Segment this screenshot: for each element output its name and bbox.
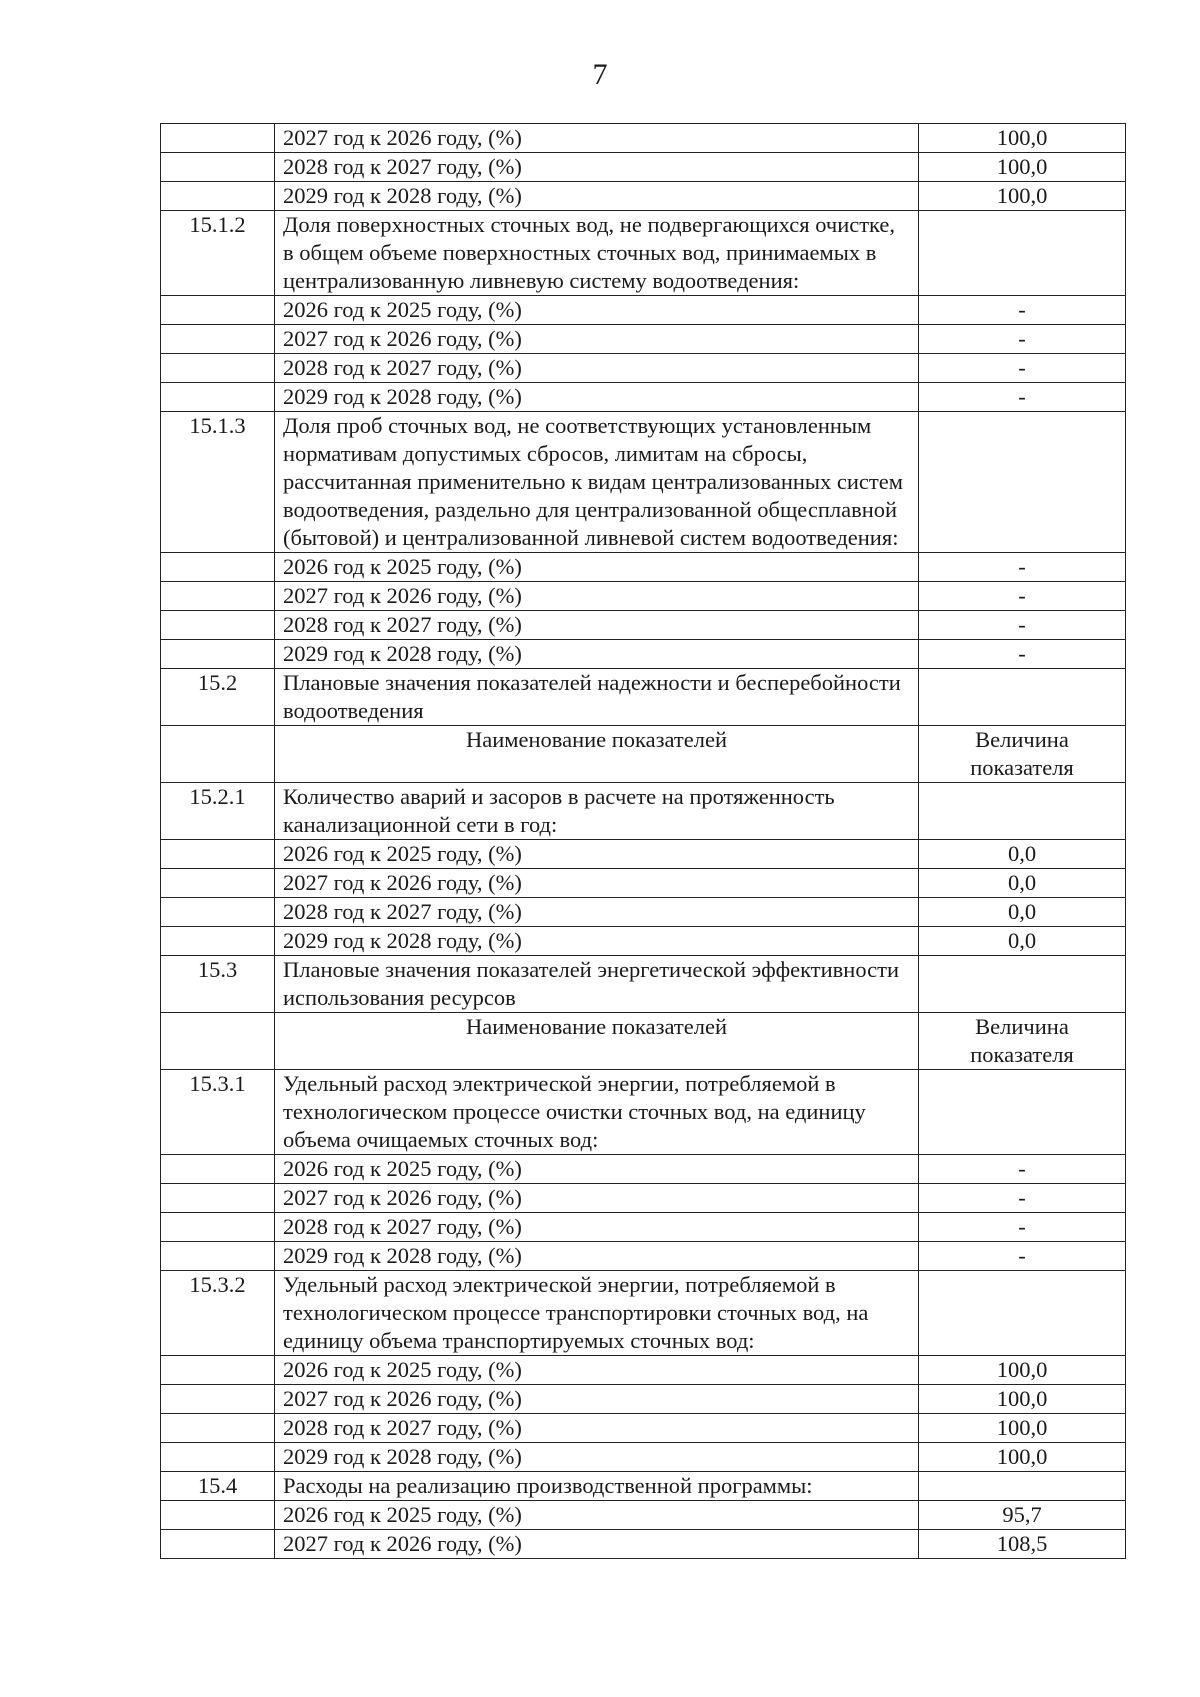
- indicator-label-cell: 2029 год к 2028 году, (%): [275, 1242, 919, 1271]
- section-row: [161, 412, 1126, 553]
- item-number-cell: 15.1.3: [161, 412, 275, 553]
- indicator-label-cell: Доля проб сточных вод, не соответствующих установленным нормативам допустимых сбросов, лимитам на сбросы, рассчитанная применительно к видам централизованных систем водоотведения, раздельно для централизованной общесплавной (бытовой) и централизованной ливневой систем водоотведения:: [275, 412, 919, 553]
- indicator-value-cell: -: [919, 1184, 1126, 1213]
- indicator-value-header: Величина показателя: [919, 726, 1126, 783]
- item-number-cell: [161, 1242, 275, 1271]
- indicator-value-cell: 100,0: [919, 1356, 1126, 1385]
- year-row: [161, 1385, 1126, 1414]
- indicator-label-cell: Расходы на реализацию производственной программы:: [275, 1472, 919, 1501]
- indicator-label-cell: 2026 год к 2025 году, (%): [275, 1501, 919, 1530]
- section-row: [161, 1271, 1126, 1356]
- item-number-cell: [161, 383, 275, 412]
- indicator-value-cell: [919, 1070, 1126, 1155]
- item-number-cell: [161, 325, 275, 354]
- indicator-value-cell: [919, 1271, 1126, 1356]
- item-number-cell: 15.2.1: [161, 783, 275, 840]
- indicator-value-cell: -: [919, 296, 1126, 325]
- indicator-value-cell: -: [919, 553, 1126, 582]
- indicator-name-header: Наименование показателей: [275, 726, 919, 783]
- year-row: [161, 153, 1126, 182]
- indicator-label-cell: 2027 год к 2026 году, (%): [275, 1530, 919, 1559]
- year-row: [161, 640, 1126, 669]
- indicator-label-cell: Количество аварий и засоров в расчете на протяженность канализационной сети в год:: [275, 783, 919, 840]
- item-number-cell: [161, 582, 275, 611]
- indicator-value-cell: 100,0: [919, 1414, 1126, 1443]
- indicator-label-cell: 2028 год к 2027 году, (%): [275, 898, 919, 927]
- indicator-value-cell: -: [919, 582, 1126, 611]
- item-number-cell: [161, 1013, 275, 1070]
- item-number-cell: 15.3.2: [161, 1271, 275, 1356]
- indicator-label-cell: 2028 год к 2027 году, (%): [275, 153, 919, 182]
- indicator-label-cell: 2026 год к 2025 году, (%): [275, 1356, 919, 1385]
- indicator-label-cell: 2026 год к 2025 году, (%): [275, 553, 919, 582]
- indicator-label-cell: 2026 год к 2025 году, (%): [275, 296, 919, 325]
- indicator-value-header: Величина показателя: [919, 1013, 1126, 1070]
- item-number-cell: [161, 1414, 275, 1443]
- indicator-label-cell: 2027 год к 2026 году, (%): [275, 869, 919, 898]
- item-number-cell: [161, 1530, 275, 1559]
- item-number-cell: [161, 1501, 275, 1530]
- year-row: [161, 869, 1126, 898]
- indicator-label-cell: 2029 год к 2028 году, (%): [275, 383, 919, 412]
- indicator-value-cell: 100,0: [919, 182, 1126, 211]
- indicator-label-cell: 2027 год к 2026 году, (%): [275, 1184, 919, 1213]
- year-row: [161, 124, 1126, 153]
- item-number-cell: [161, 1184, 275, 1213]
- indicator-label-cell: Плановые значения показателей энергетической эффективности использования ресурсов: [275, 956, 919, 1013]
- indicator-value-cell: [919, 669, 1126, 726]
- year-row: [161, 383, 1126, 412]
- indicator-value-cell: [919, 412, 1126, 553]
- section-row: [161, 956, 1126, 1013]
- indicator-value-cell: -: [919, 1213, 1126, 1242]
- indicator-value-cell: -: [919, 354, 1126, 383]
- indicator-value-cell: 0,0: [919, 898, 1126, 927]
- year-row: [161, 553, 1126, 582]
- indicator-value-cell: 100,0: [919, 124, 1126, 153]
- indicator-value-cell: [919, 211, 1126, 296]
- item-number-cell: [161, 124, 275, 153]
- section-row: [161, 783, 1126, 840]
- indicator-value-cell: -: [919, 325, 1126, 354]
- indicators-table: [160, 123, 1126, 1559]
- indicator-label-cell: Плановые значения показателей надежности и бесперебойности водоотведения: [275, 669, 919, 726]
- item-number-cell: [161, 1385, 275, 1414]
- indicator-label-cell: 2029 год к 2028 году, (%): [275, 640, 919, 669]
- item-number-cell: [161, 1155, 275, 1184]
- section-row: [161, 1472, 1126, 1501]
- year-row: [161, 1213, 1126, 1242]
- item-number-cell: [161, 927, 275, 956]
- item-number-cell: [161, 153, 275, 182]
- item-number-cell: [161, 182, 275, 211]
- item-number-cell: [161, 354, 275, 383]
- indicator-value-cell: -: [919, 383, 1126, 412]
- indicator-value-cell: -: [919, 1155, 1126, 1184]
- year-row: [161, 354, 1126, 383]
- year-row: [161, 1443, 1126, 1472]
- indicator-label-cell: 2027 год к 2026 году, (%): [275, 124, 919, 153]
- item-number-cell: [161, 1356, 275, 1385]
- indicator-label-cell: 2028 год к 2027 году, (%): [275, 611, 919, 640]
- indicator-label-cell: 2028 год к 2027 году, (%): [275, 1414, 919, 1443]
- indicator-name-header: Наименование показателей: [275, 1013, 919, 1070]
- item-number-cell: [161, 640, 275, 669]
- year-row: [161, 1530, 1126, 1559]
- table-body: [161, 124, 1126, 1559]
- indicator-label-cell: 2029 год к 2028 году, (%): [275, 927, 919, 956]
- indicator-value-cell: 0,0: [919, 840, 1126, 869]
- year-row: [161, 182, 1126, 211]
- indicator-value-cell: [919, 783, 1126, 840]
- indicator-value-cell: 100,0: [919, 1443, 1126, 1472]
- item-number-cell: [161, 726, 275, 783]
- year-row: [161, 611, 1126, 640]
- indicator-value-cell: 0,0: [919, 927, 1126, 956]
- item-number-cell: 15.3: [161, 956, 275, 1013]
- indicator-value-cell: 108,5: [919, 1530, 1126, 1559]
- item-number-cell: [161, 840, 275, 869]
- indicator-label-cell: 2026 год к 2025 году, (%): [275, 840, 919, 869]
- indicator-value-cell: 100,0: [919, 1385, 1126, 1414]
- item-number-cell: [161, 1213, 275, 1242]
- year-row: [161, 296, 1126, 325]
- indicator-label-cell: Удельный расход электрической энергии, потребляемой в технологическом процессе очистки сточных вод, на единицу объема очищаемых сточных вод:: [275, 1070, 919, 1155]
- indicator-label-cell: 2028 год к 2027 году, (%): [275, 354, 919, 383]
- indicator-value-cell: 0,0: [919, 869, 1126, 898]
- item-number-cell: 15.2: [161, 669, 275, 726]
- year-row: [161, 582, 1126, 611]
- year-row: [161, 1242, 1126, 1271]
- year-row: [161, 325, 1126, 354]
- item-number-cell: [161, 898, 275, 927]
- indicator-label-cell: 2026 год к 2025 году, (%): [275, 1155, 919, 1184]
- page-number: 7: [592, 58, 608, 91]
- item-number-cell: [161, 611, 275, 640]
- indicator-value-cell: [919, 1472, 1126, 1501]
- indicator-label-cell: Доля поверхностных сточных вод, не подвергающихся очистке, в общем объеме поверхностных сточных вод, принимаемых в централизованную ливневую систему водоотведения:: [275, 211, 919, 296]
- year-row: [161, 927, 1126, 956]
- indicator-value-cell: 100,0: [919, 153, 1126, 182]
- item-number-cell: 15.4: [161, 1472, 275, 1501]
- column-header-row: [161, 726, 1126, 783]
- column-header-row: [161, 1013, 1126, 1070]
- year-row: [161, 898, 1126, 927]
- section-row: [161, 669, 1126, 726]
- section-row: [161, 1070, 1126, 1155]
- item-number-cell: 15.1.2: [161, 211, 275, 296]
- year-row: [161, 840, 1126, 869]
- indicator-value-cell: -: [919, 1242, 1126, 1271]
- year-row: [161, 1155, 1126, 1184]
- year-row: [161, 1414, 1126, 1443]
- indicator-label-cell: 2027 год к 2026 году, (%): [275, 325, 919, 354]
- item-number-cell: [161, 1443, 275, 1472]
- item-number-cell: [161, 869, 275, 898]
- section-row: [161, 211, 1126, 296]
- item-number-cell: [161, 553, 275, 582]
- indicator-label-cell: 2027 год к 2026 году, (%): [275, 1385, 919, 1414]
- indicator-value-cell: -: [919, 611, 1126, 640]
- item-number-cell: 15.3.1: [161, 1070, 275, 1155]
- indicator-label-cell: 2029 год к 2028 году, (%): [275, 182, 919, 211]
- year-row: [161, 1184, 1126, 1213]
- year-row: [161, 1356, 1126, 1385]
- indicator-value-cell: -: [919, 640, 1126, 669]
- indicator-label-cell: 2029 год к 2028 году, (%): [275, 1443, 919, 1472]
- indicator-label-cell: Удельный расход электрической энергии, потребляемой в технологическом процессе транспортировки сточных вод, на единицу объема транспортируемых сточных вод:: [275, 1271, 919, 1356]
- item-number-cell: [161, 296, 275, 325]
- indicator-value-cell: 95,7: [919, 1501, 1126, 1530]
- indicator-label-cell: 2028 год к 2027 году, (%): [275, 1213, 919, 1242]
- year-row: [161, 1501, 1126, 1530]
- indicator-value-cell: [919, 956, 1126, 1013]
- indicator-label-cell: 2027 год к 2026 году, (%): [275, 582, 919, 611]
